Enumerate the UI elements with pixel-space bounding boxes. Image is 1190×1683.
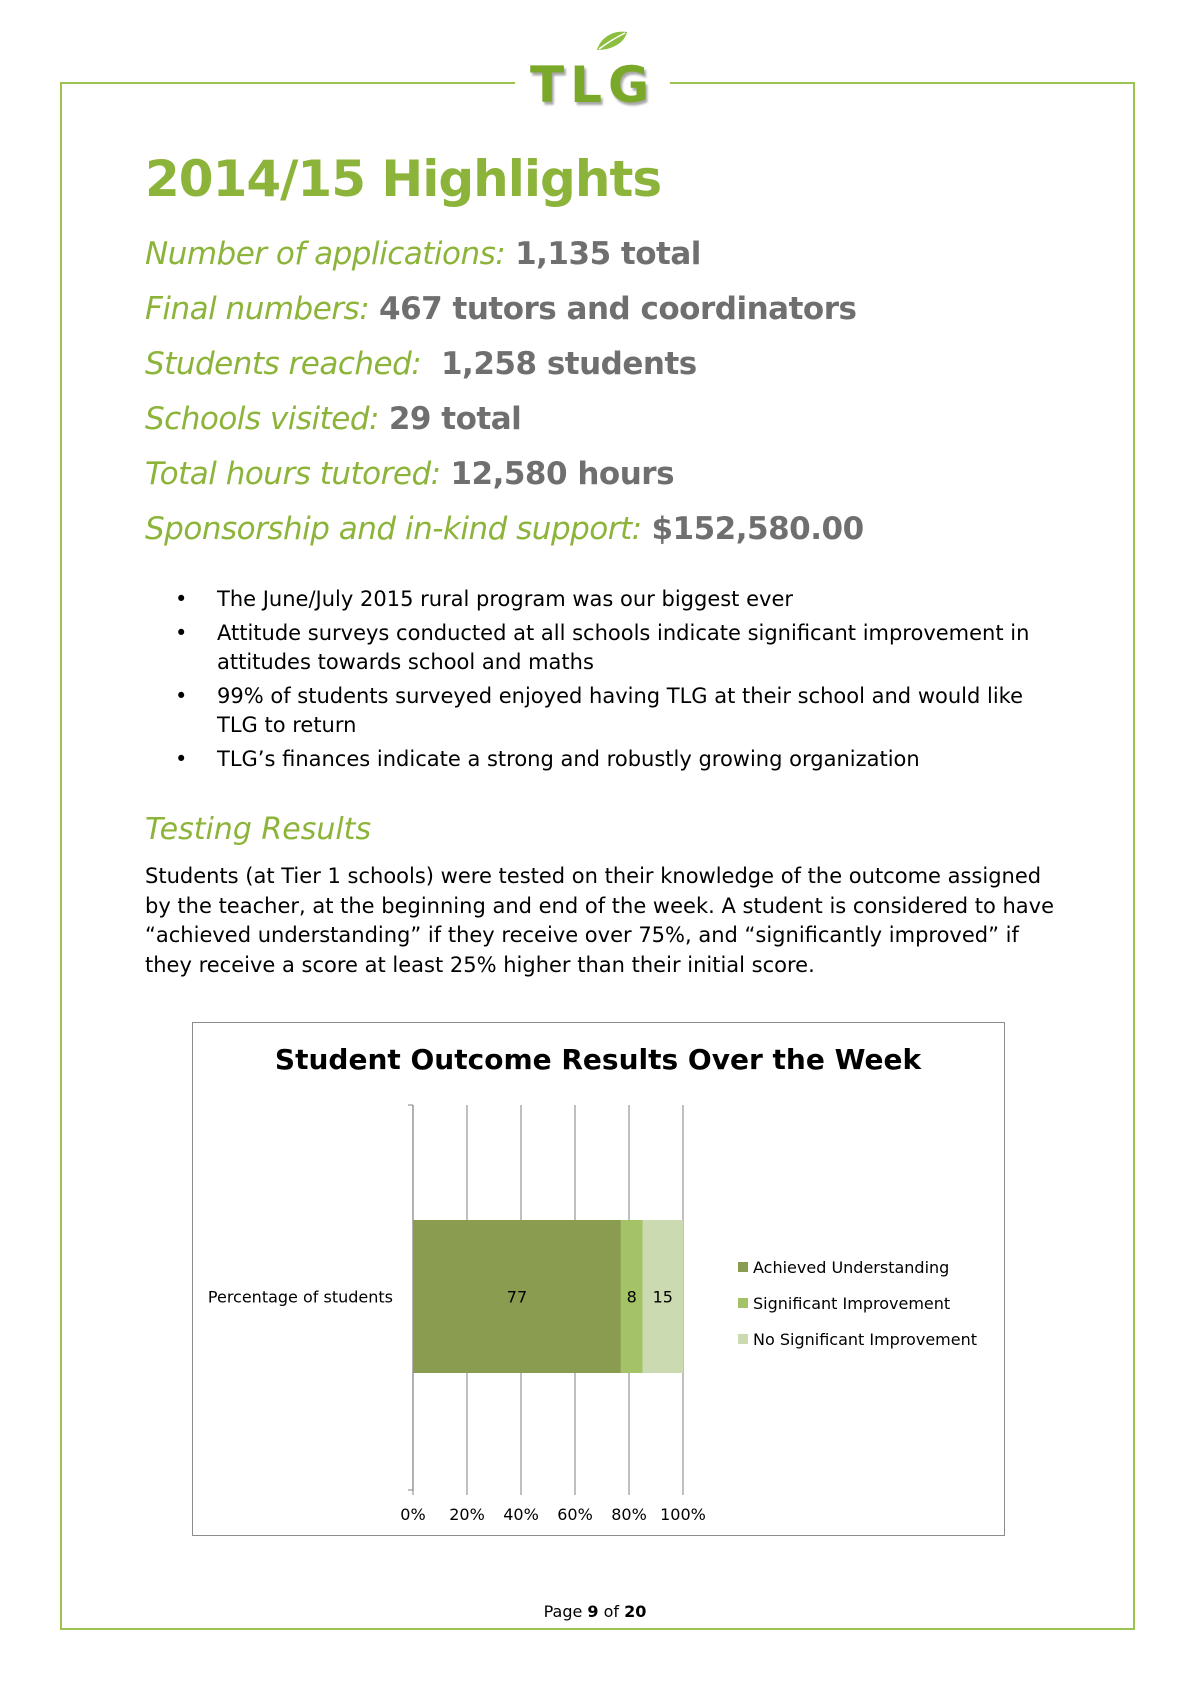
x-tick-label: 80% xyxy=(611,1505,647,1524)
chart-title: Student Outcome Results Over the Week xyxy=(274,1043,922,1076)
stat-value: $152,580.00 xyxy=(651,511,864,547)
bullet-icon: • xyxy=(175,587,188,611)
list-item xyxy=(175,585,1055,615)
bullet-text: Attitude surveys conducted at all schools indicate significant improvement in attitudes towards school and maths xyxy=(217,620,1030,674)
footer-page-number: 9 xyxy=(587,1602,599,1621)
x-tick-label: 100% xyxy=(660,1505,706,1524)
logo-text: TLG xyxy=(529,56,655,114)
x-tick-label: 20% xyxy=(449,1505,485,1524)
list-item xyxy=(175,682,1055,741)
data-label: 15 xyxy=(652,1287,673,1307)
stat-label: Total hours tutored: xyxy=(145,456,441,492)
legend-label: Achieved Understanding xyxy=(753,1258,950,1277)
x-tick-label: 40% xyxy=(503,1505,539,1524)
list-item xyxy=(175,745,1055,775)
legend-swatch xyxy=(738,1262,748,1272)
stat-applications xyxy=(145,232,1145,287)
x-tick-label: 60% xyxy=(557,1505,593,1524)
stat-label: Sponsorship and in-kind support: xyxy=(145,511,642,547)
stat-schools-visited xyxy=(145,397,1145,452)
list-item xyxy=(175,619,1055,678)
stat-value: 1,135 total xyxy=(515,236,701,272)
category-label: Percentage of students xyxy=(207,1287,393,1307)
data-label: 8 xyxy=(626,1287,637,1307)
page-title: 2014/15 Highlights xyxy=(145,150,662,208)
bullet-icon: • xyxy=(175,620,188,645)
legend-label: Significant Improvement xyxy=(753,1294,951,1313)
stat-value: 29 total xyxy=(388,401,522,437)
bullet-text: TLG’s finances indicate a strong and robustly growing organization xyxy=(217,746,920,771)
stat-hours-tutored xyxy=(145,452,1145,507)
stat-students-reached xyxy=(145,342,1145,397)
testing-results-heading: Testing Results xyxy=(145,812,372,847)
stat-value: 12,580 hours xyxy=(450,456,675,492)
legend-label: No Significant Improvement xyxy=(753,1330,977,1349)
bullet-icon: • xyxy=(175,746,188,771)
tlg-logo xyxy=(515,26,670,114)
testing-results-paragraph: Students (at Tier 1 schools) were tested on their knowledge of the outcome assigned by the teacher, at the beginning and end of the week. A student is considered to have “achieved understanding” if they receive over 75%, and “significantly improved” if they receive a score at least 25% higher than their initial score. xyxy=(145,864,1055,977)
highlight-bullets xyxy=(175,585,1055,778)
data-label: 77 xyxy=(506,1287,528,1307)
bullet-icon: • xyxy=(175,683,188,708)
x-tick-label: 0% xyxy=(400,1505,426,1524)
stat-sponsorship xyxy=(145,507,1145,562)
stat-final-numbers xyxy=(145,287,1145,342)
stat-value: 1,258 students xyxy=(440,346,697,382)
stat-label: Number of applications: xyxy=(145,236,506,272)
bullet-text: 99% of students surveyed enjoyed having TLG at their school and would like TLG to return xyxy=(217,683,1023,737)
footer-of: of xyxy=(603,1602,620,1621)
stat-label: Final numbers: xyxy=(145,291,370,327)
footer-page-total: 20 xyxy=(624,1602,647,1621)
footer-prefix: Page xyxy=(543,1602,583,1621)
stat-value: 467 tutors and coordinators xyxy=(379,291,857,327)
chart-svg xyxy=(193,1023,1004,1535)
highlight-stats xyxy=(145,232,1145,562)
outcome-chart xyxy=(192,1022,1005,1536)
stat-label: Schools visited: xyxy=(145,401,379,437)
leaf-icon xyxy=(595,30,629,52)
stat-label: Students reached: xyxy=(145,346,422,382)
page-footer xyxy=(0,1602,1190,1621)
bullet-text: The June/July 2015 rural program was our biggest ever xyxy=(217,587,793,611)
legend-swatch xyxy=(738,1298,748,1308)
legend-swatch xyxy=(738,1334,748,1344)
